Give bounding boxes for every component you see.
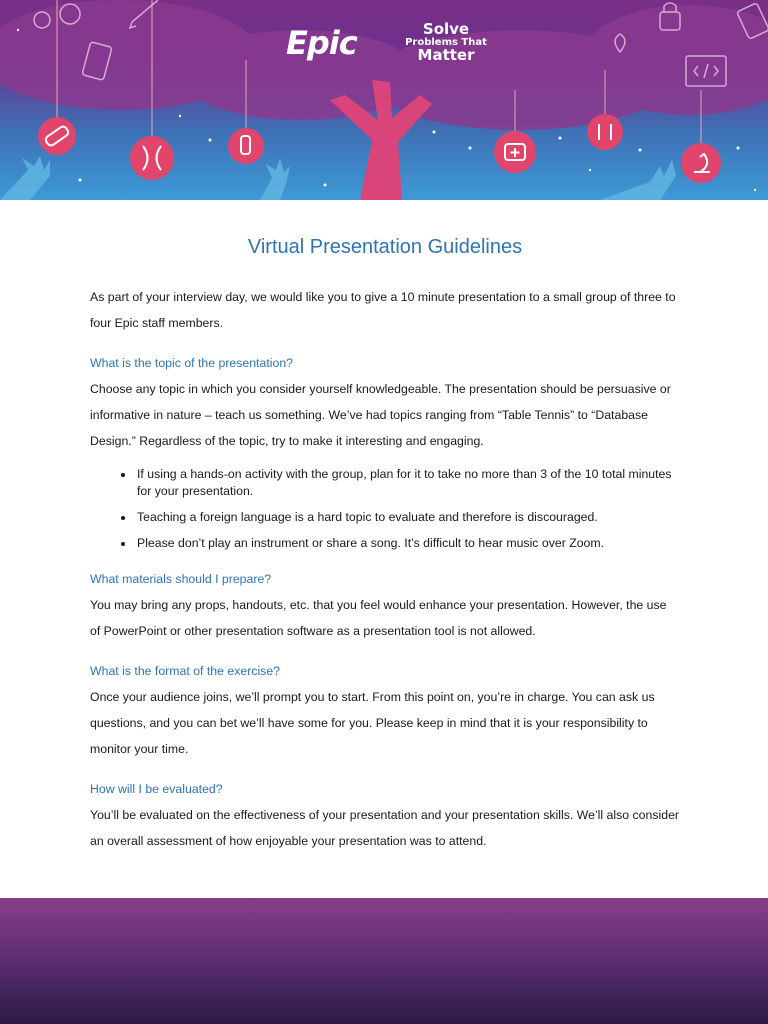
epic-logo: Epic bbox=[286, 24, 357, 62]
section-body-evaluation: You’ll be evaluated on the effectiveness of your presentation and your presentation skills. We’ll also consider an overall assessment of how enjoyable your presentation was to attend. bbox=[90, 808, 680, 848]
section-heading-materials: What materials should I prepare? bbox=[90, 572, 272, 586]
bandage-ornament-icon bbox=[38, 117, 76, 155]
list-item: • If using a hands-on activity with the group, plan for it to take no more than 3 of the 10 total minutes for your presentation. bbox=[135, 466, 680, 500]
tree-trunk bbox=[330, 80, 432, 200]
list-item: • Teaching a foreign language is a hard topic to evaluate and therefore is discouraged. bbox=[135, 509, 680, 526]
section-heading-format: What is the format of the exercise? bbox=[90, 664, 281, 678]
hand-right-icon bbox=[600, 160, 676, 200]
test-tube-ornament-icon bbox=[228, 128, 264, 164]
section-body-format: Once your audience joins, we’ll prompt you to start. From this point on, you’re in charge. You can ask us questions, and you can bet we’ll have some for you. Please keep in mind that it is your responsibility to monitor your time. bbox=[90, 690, 655, 756]
slogan-line-1: Solve bbox=[422, 20, 470, 38]
header-banner bbox=[0, 0, 768, 200]
slogan-line-2: Problems That bbox=[405, 36, 487, 48]
slogan-line-3: Matter bbox=[417, 46, 475, 65]
section-heading-topic: What is the topic of the presentation? bbox=[90, 356, 294, 370]
section-body-materials: You may bring any props, handouts, etc. that you feel would enhance your presentation. However, the use of PowerPoint or other presentation software as a presentation tool is not allowed. bbox=[90, 598, 667, 638]
topic-bullet-list bbox=[90, 466, 680, 552]
page-title: Virtual Presentation Guidelines bbox=[247, 236, 523, 258]
hand-left-icon bbox=[0, 156, 50, 200]
tools-ornament-icon bbox=[587, 114, 623, 150]
list-item: • Please don’t play an instrument or share a song. It’s difficult to hear music over Zoom. bbox=[135, 535, 680, 552]
section-heading-evaluation: How will I be evaluated? bbox=[90, 782, 223, 796]
section-body-topic: Choose any topic in which you consider yourself knowledgeable. The presentation should be persuasive or informative in nature – teach us something. We’ve had topics ranging from “Table Tennis” to “Database Design.” Regardless of the topic, try to make it interesting and engaging. bbox=[90, 382, 671, 448]
dna-ornament-icon bbox=[130, 136, 174, 180]
hand-center-icon bbox=[260, 158, 290, 200]
document-body bbox=[90, 222, 680, 854]
microscope-ornament-icon bbox=[681, 143, 721, 183]
footer-band bbox=[0, 898, 768, 1024]
intro-paragraph: As part of your interview day, we would like you to give a 10 minute presentation to a small group of three to four Epic staff members. bbox=[90, 290, 676, 330]
slogan bbox=[400, 22, 492, 64]
medical-kit-ornament-icon bbox=[494, 131, 536, 173]
banner-illustration bbox=[0, 0, 768, 200]
